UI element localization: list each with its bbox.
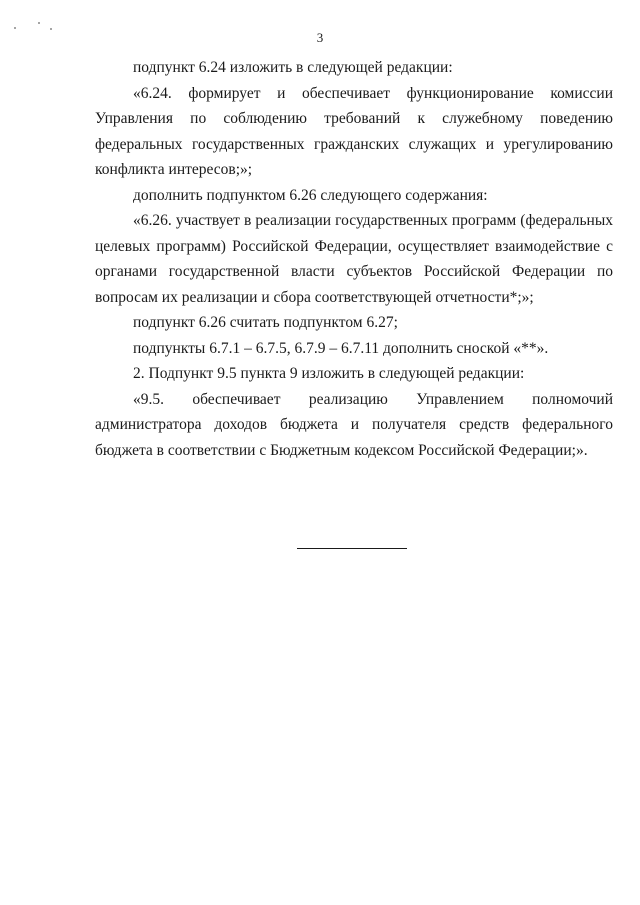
- page-number: 3: [316, 30, 324, 45]
- document-body: [95, 55, 613, 463]
- paragraph-item-2: 2. Подпункт 9.5 пункта 9 изложить в следующей редакции:: [133, 365, 525, 382]
- paragraph-renumber-6-26: подпункт 6.26 считать подпунктом 6.27;: [133, 314, 398, 331]
- scan-speck: [14, 27, 16, 29]
- paragraph-text-6-24: «6.24. формирует и обеспечивает функционирование комиссии Управления по соблюдению требований к служебному поведению федеральных государственных гражданских служащих и урегулированию конфликта интересов;»;: [95, 84, 613, 178]
- paragraph-instruction-6-26: дополнить подпунктом 6.26 следующего содержания:: [133, 186, 488, 204]
- paragraph-text-6-26: «6.26. участвует в реализации государственных программ (федеральных целевых программ) Российской Федерации, осуществляет взаимодействие с органами государственной власти субъектов Российской Федерации по вопросам их реализации и сбора соответствующей отчетности*;»;: [95, 212, 613, 306]
- closing-separator-line: [297, 548, 407, 549]
- paragraph-instruction-6-24: подпункт 6.24 изложить в следующей редакции:: [133, 59, 453, 76]
- paragraph-text-9-5: «9.5. обеспечивает реализацию Управлением полномочий администратора доходов бюджета и получателя средств федерального бюджета в соответствии с Бюджетным кодексом Российской Федерации;».: [95, 390, 613, 459]
- scan-speck: [38, 22, 40, 24]
- paragraph-footnote-instruction: подпункты 6.7.1 – 6.7.5, 6.7.9 – 6.7.11 дополнить сноской «**».: [133, 339, 549, 357]
- scan-speck: [50, 28, 52, 30]
